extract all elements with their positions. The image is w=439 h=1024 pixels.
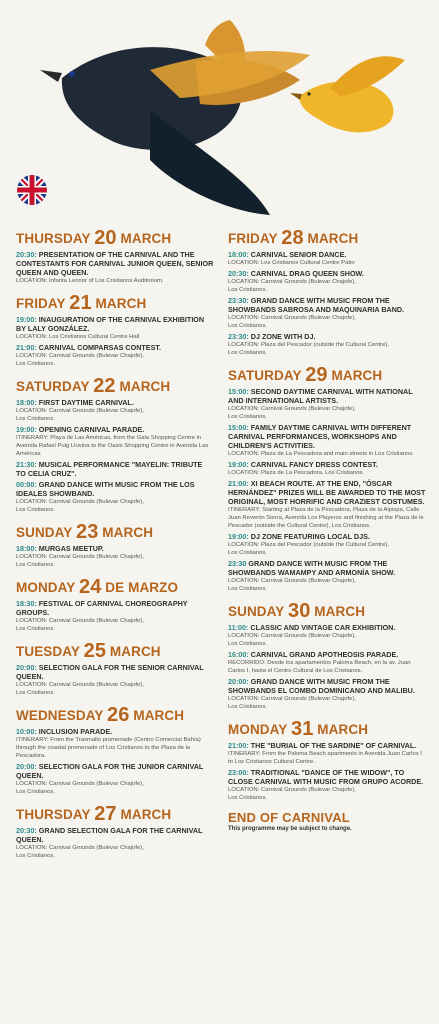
event-line bbox=[228, 423, 428, 450]
event-time: 18:00: bbox=[228, 250, 249, 259]
event-line bbox=[16, 460, 214, 478]
day-month: MARCH bbox=[102, 525, 154, 540]
event-title: MUSICAL PERFORMANCE "MAYELIN: TRIBUTE TO CELIA CRUZ". bbox=[16, 460, 203, 478]
day-month: MARCH bbox=[133, 708, 185, 723]
event-item bbox=[228, 768, 428, 802]
event-detail: LOCATION: Los Cristianos Cultural Centre Patio bbox=[228, 260, 355, 266]
event-title: GRAND DANCE WITH MUSIC FROM THE SHOWBANDS WAMAMPY AND ARMONÍA SHOW. bbox=[228, 559, 396, 577]
event-item bbox=[228, 296, 428, 330]
day-number: 21 bbox=[69, 292, 92, 314]
event-detail: Los Cristianos. bbox=[16, 626, 55, 632]
day-number: 20 bbox=[94, 227, 117, 249]
day-section bbox=[16, 641, 214, 697]
day-weekday: WEDNESDAY bbox=[16, 708, 104, 723]
event-time: 19:00: bbox=[228, 460, 249, 469]
day-heading bbox=[228, 601, 428, 622]
day-section bbox=[16, 376, 214, 514]
event-line bbox=[228, 387, 428, 405]
event-title: OPENING CARNIVAL PARADE. bbox=[38, 425, 145, 434]
event-line bbox=[228, 250, 428, 259]
day-month: MARCH bbox=[331, 368, 383, 383]
event-item bbox=[16, 250, 214, 285]
day-weekday: SUNDAY bbox=[16, 525, 73, 540]
event-detail: LOCATION: Los Cristianos Cultural Centre Hall bbox=[16, 334, 140, 340]
event-detail: Los Cristianos. bbox=[228, 323, 267, 329]
event-title: CARNIVAL COMPARSAS CONTEST. bbox=[38, 343, 161, 352]
event-title: DJ ZONE WITH DJ. bbox=[250, 332, 316, 341]
event-item bbox=[228, 623, 428, 648]
day-heading bbox=[16, 641, 214, 662]
day-weekday: FRIDAY bbox=[228, 231, 278, 246]
hero-illustration bbox=[0, 0, 439, 225]
event-detail: Los Cristianos. bbox=[228, 641, 267, 647]
event-line bbox=[228, 532, 428, 541]
event-detail: LOCATION: Carnival Grounds (Bulevar Chajofe), bbox=[228, 787, 356, 793]
event-time: 23:30: bbox=[228, 296, 249, 305]
event-detail: ITINERARY: Starting at Plaza de la Pescadora, Plaza de la Alpispa, Calle Juan Reverón Sierra, Avenida Los Playeros and finishing at the Plaza de le Pescador (outside the Cultural Centre), Los Cristianos. bbox=[228, 507, 424, 529]
event-detail: LOCATION: Plaza del Pescador (outside the Cultural Centre), bbox=[228, 542, 389, 548]
event-time: 18:30: bbox=[16, 599, 37, 608]
event-title: INCLUSION PARADE. bbox=[38, 727, 113, 736]
event-title: SELECTION GALA FOR THE SENIOR CARNIVAL QUEEN. bbox=[16, 663, 204, 681]
event-time: 20:30: bbox=[16, 826, 37, 835]
event-title: DJ ZONE FEATURING LOCAL DJS. bbox=[250, 532, 370, 541]
day-weekday: FRIDAY bbox=[16, 296, 66, 311]
day-month: MARCH bbox=[109, 644, 161, 659]
event-title: FIRST DAYTIME CARNIVAL. bbox=[38, 398, 134, 407]
day-heading bbox=[16, 522, 214, 543]
event-line bbox=[228, 296, 428, 314]
event-title: MURGAS MEETUP. bbox=[38, 544, 104, 553]
event-line bbox=[16, 250, 214, 277]
event-detail: Los Cristianos. bbox=[228, 287, 267, 293]
day-heading bbox=[228, 719, 428, 740]
event-detail: LOCATION: Carnival Grounds (Bulevar Chajofe), bbox=[16, 845, 144, 851]
event-line bbox=[16, 599, 214, 617]
event-time: 21:00: bbox=[228, 479, 249, 488]
event-detail: ITINERARY: Playa de Las Américas, from the Gala Shopping Centre in Avenida Rafael Puig Lluvina to the Oasis Shopping Centre in Avenida Las Américas bbox=[16, 435, 209, 457]
day-section bbox=[228, 601, 428, 711]
event-detail: Los Cristianos. bbox=[16, 789, 55, 795]
day-heading bbox=[16, 577, 214, 598]
event-time: 15:00: bbox=[228, 387, 249, 396]
event-time: 20:00: bbox=[228, 677, 249, 686]
event-detail: LOCATION: Carnival Grounds (Bulevar Chajofe), bbox=[16, 499, 144, 505]
event-item bbox=[228, 677, 428, 711]
end-of-carnival-title: END OF CARNIVAL bbox=[228, 810, 350, 825]
event-item bbox=[16, 826, 214, 860]
event-item bbox=[228, 332, 428, 357]
event-time: 20:30: bbox=[16, 250, 37, 259]
event-detail: Los Cristianos. bbox=[16, 507, 55, 513]
event-title: FESTIVAL OF CARNIVAL CHOREOGRAPHY GROUPS. bbox=[16, 599, 188, 617]
event-line bbox=[228, 768, 428, 786]
event-detail: Los Cristianos. bbox=[228, 414, 267, 420]
event-time: 10:00: bbox=[16, 727, 37, 736]
event-time: 23:00: bbox=[228, 768, 249, 777]
event-detail: Los Cristianos. bbox=[16, 690, 55, 696]
event-detail: Los Cristianos. bbox=[228, 795, 267, 801]
event-title: CARNIVAL DRAG QUEEN SHOW. bbox=[250, 269, 364, 278]
day-section bbox=[16, 577, 214, 633]
event-line bbox=[16, 343, 214, 352]
event-item bbox=[16, 398, 214, 423]
event-detail: RECORRIDO: Desde los apartamentos Paloma Beach, en la av. Juan Carlos I, hasta el Centro Cultural de Los Cristianos. bbox=[228, 660, 411, 674]
event-detail: ITINERARY: From the Trasmallo promenade (Centro Comercial Bahía) through the coastal promenade of Los Cristianos to the Plaza de la Pescadora. bbox=[16, 737, 201, 759]
event-item bbox=[16, 663, 214, 697]
day-section bbox=[16, 228, 214, 285]
event-item bbox=[228, 423, 428, 458]
day-number: 22 bbox=[93, 375, 116, 397]
event-title: GRAND DANCE WITH MUSIC FROM THE SHOWBANDS EL COMBO DOMINICANO AND MALIBU. bbox=[228, 677, 415, 695]
day-number: 27 bbox=[94, 803, 117, 825]
event-time: 18:00: bbox=[16, 544, 37, 553]
event-time: 21:00: bbox=[228, 741, 249, 750]
day-number: 28 bbox=[281, 227, 304, 249]
event-title: TRADITIONAL "DANCE OF THE WIDOW", TO CLOSE CARNIVAL WITH MUSIC FROM GRUPO ACORDE. bbox=[228, 768, 424, 786]
event-detail: LOCATION: Carnival Grounds (Bulevar Chajofe), bbox=[16, 554, 144, 560]
event-item bbox=[16, 762, 214, 796]
event-detail: LOCATION: Plaza del Pescador (outside the Cultural Centre), bbox=[228, 342, 389, 348]
day-weekday: THURSDAY bbox=[16, 807, 91, 822]
day-weekday: TUESDAY bbox=[16, 644, 80, 659]
event-line bbox=[228, 460, 428, 469]
event-line bbox=[228, 650, 428, 659]
event-title: CARNIVAL SENIOR DANCE. bbox=[250, 250, 347, 259]
event-item bbox=[16, 599, 214, 633]
event-time: 23:30 bbox=[228, 559, 247, 568]
event-detail: LOCATION: Infanta Leonor of Los Cristianos Auditorium. bbox=[16, 278, 164, 284]
event-line bbox=[16, 425, 214, 434]
event-item bbox=[16, 544, 214, 569]
day-section bbox=[16, 804, 214, 860]
day-number: 31 bbox=[290, 718, 314, 740]
event-detail: LOCATION: Carnival Grounds (Bulevar Chajofe), bbox=[228, 315, 356, 321]
event-line bbox=[16, 544, 214, 553]
event-item bbox=[16, 480, 214, 514]
event-title: GRAND DANCE WITH MUSIC FROM THE LOS IDEALES SHOWBAND. bbox=[16, 480, 195, 498]
day-heading bbox=[16, 293, 214, 314]
event-item bbox=[16, 315, 214, 341]
event-title: PRESENTATION OF THE CARNIVAL AND THE CONTESTANTS FOR CARNIVAL JUNIOR QUEEN, SENIOR QUEEN AND QUEEN. bbox=[16, 250, 214, 277]
event-detail: LOCATION: Carnival Grounds (Bulevar Chajofe), bbox=[16, 781, 144, 787]
event-item bbox=[16, 460, 214, 478]
event-detail: LOCATION: Carnival Grounds (Bulevar Chajofe), bbox=[228, 696, 356, 702]
day-weekday: SUNDAY bbox=[228, 604, 285, 619]
event-line bbox=[228, 332, 428, 341]
event-title: CARNIVAL FANCY DRESS CONTEST. bbox=[250, 460, 378, 469]
day-month: DE MARZO bbox=[105, 580, 179, 595]
event-detail: ITINERARY: From the Paloma Beach apartments in Avenida Juan Carlos I to Los Cristianos Cultural Centre. bbox=[228, 751, 422, 765]
day-weekday: SATURDAY bbox=[16, 379, 90, 394]
event-detail: Los Cristianos. bbox=[16, 853, 55, 859]
event-detail: LOCATION: Carnival Grounds (Bulevar Chajofe), bbox=[228, 406, 356, 412]
day-number: 25 bbox=[83, 640, 107, 662]
event-time: 19:00: bbox=[16, 315, 37, 324]
event-title: INAUGURATION OF THE CARNIVAL EXHIBITION BY LALY GONZÁLEZ. bbox=[16, 315, 205, 333]
day-section bbox=[16, 293, 214, 368]
event-detail: LOCATION: Plaza de La Pescadora and main streets in Los Cristianos. bbox=[228, 451, 414, 457]
event-detail: LOCATION: Carnival Grounds (Bulevar Chajofe), bbox=[16, 408, 144, 414]
programme-left-column bbox=[16, 228, 214, 868]
event-title: XI BEACH ROUTE. AT THE END, "ÓSCAR HERNÁNDEZ" PRIZES WILL BE AWARDED TO THE MOST ORIGINAL, MOST HORRIFIC AND CRAZIEST COSTUMES. bbox=[228, 479, 426, 506]
event-item bbox=[228, 250, 428, 267]
event-time: 20:30: bbox=[228, 269, 249, 278]
day-section bbox=[228, 228, 428, 357]
event-title: CLASSIC AND VINTAGE CAR EXHIBITION. bbox=[250, 623, 396, 632]
event-line bbox=[228, 479, 428, 506]
event-detail: Los Cristianos. bbox=[228, 350, 267, 356]
event-item bbox=[228, 479, 428, 530]
event-line bbox=[16, 315, 214, 333]
event-detail: LOCATION: Carnival Grounds (Bulevar Chajofe), bbox=[16, 353, 144, 359]
day-heading bbox=[228, 365, 428, 386]
day-number: 24 bbox=[78, 576, 102, 598]
bird-dark-illustration bbox=[40, 20, 310, 215]
event-time: 23:30: bbox=[228, 332, 249, 341]
event-item bbox=[228, 532, 428, 557]
day-heading bbox=[228, 228, 428, 249]
event-item bbox=[228, 387, 428, 421]
event-time: 16:00: bbox=[228, 650, 249, 659]
event-detail: LOCATION: Carnival Grounds (Bulevar Chajofe), bbox=[16, 682, 144, 688]
event-time: 00:00: bbox=[16, 480, 37, 489]
event-title: CARNIVAL GRAND APOTHEOSIS PARADE. bbox=[250, 650, 399, 659]
event-detail: Los Cristianos. bbox=[16, 361, 55, 367]
event-line bbox=[16, 480, 214, 498]
day-weekday: MONDAY bbox=[16, 580, 76, 595]
event-item bbox=[228, 650, 428, 675]
event-item bbox=[228, 741, 428, 766]
event-time: 18:00: bbox=[16, 398, 37, 407]
day-section bbox=[228, 719, 428, 802]
day-weekday: THURSDAY bbox=[16, 231, 91, 246]
event-time: 20:00: bbox=[16, 762, 37, 771]
event-detail: Los Cristianos. bbox=[16, 416, 55, 422]
event-line bbox=[228, 623, 428, 632]
day-month: MARCH bbox=[314, 604, 366, 619]
event-title: FAMILY DAYTIME CARNIVAL WITH DIFFERENT CARNIVAL PERFORMANCES, WORKSHOPS AND CHILDREN'S ACTIVITIES. bbox=[228, 423, 412, 450]
day-number: 30 bbox=[287, 600, 311, 622]
day-heading bbox=[16, 705, 214, 726]
event-item bbox=[16, 343, 214, 368]
event-line bbox=[16, 727, 214, 736]
event-detail: Los Cristianos. bbox=[228, 550, 267, 556]
event-detail: Los Cristianos. bbox=[16, 562, 55, 568]
day-heading bbox=[16, 804, 214, 825]
day-heading bbox=[16, 376, 214, 397]
event-item bbox=[228, 269, 428, 294]
day-weekday: MONDAY bbox=[228, 722, 288, 737]
day-number: 23 bbox=[75, 521, 99, 543]
event-detail: LOCATION: Carnival Grounds (Bulevar Chajofe), bbox=[228, 279, 356, 285]
event-line bbox=[228, 269, 428, 278]
event-title: SECOND DAYTIME CARNIVAL WITH NATIONAL AND INTERNATIONAL ARTISTS. bbox=[228, 387, 413, 405]
day-month: MARCH bbox=[120, 231, 172, 246]
event-line bbox=[228, 559, 428, 577]
programme-change-note: This programme may be subject to change. bbox=[228, 826, 352, 832]
event-time: 19:00: bbox=[228, 532, 249, 541]
event-time: 21:00: bbox=[16, 343, 37, 352]
day-month: MARCH bbox=[119, 379, 171, 394]
day-month: MARCH bbox=[307, 231, 359, 246]
event-item bbox=[228, 460, 428, 477]
event-detail: LOCATION: Carnival Grounds (Bulevar Chajofe), bbox=[16, 618, 144, 624]
day-month: MARCH bbox=[95, 296, 147, 311]
event-title: GRAND SELECTION GALA FOR THE CARNIVAL QUEEN. bbox=[16, 826, 203, 844]
event-line bbox=[16, 762, 214, 780]
event-line bbox=[16, 663, 214, 681]
event-line bbox=[228, 741, 428, 750]
event-title: SELECTION GALA FOR THE JUNIOR CARNIVAL QUEEN. bbox=[16, 762, 204, 780]
event-time: 21:30: bbox=[16, 460, 37, 469]
day-number: 26 bbox=[107, 704, 130, 726]
event-item bbox=[228, 559, 428, 593]
event-item bbox=[16, 425, 214, 458]
event-item bbox=[16, 727, 214, 760]
day-section bbox=[16, 522, 214, 569]
event-line bbox=[16, 398, 214, 407]
day-heading bbox=[16, 228, 214, 249]
programme-right-column bbox=[228, 228, 428, 832]
event-time: 19:00: bbox=[16, 425, 37, 434]
event-line bbox=[228, 677, 428, 695]
event-detail: Los Cristianos. bbox=[228, 704, 267, 710]
event-detail: LOCATION: Plaza de La Pescadora, Los Cristianos. bbox=[228, 470, 365, 476]
event-title: THE "BURIAL OF THE SARDINE" OF CARNIVAL. bbox=[250, 741, 417, 750]
event-title: GRAND DANCE WITH MUSIC FROM THE SHOWBANDS SABROSA AND MAQUINARIA BAND. bbox=[228, 296, 405, 314]
day-weekday: SATURDAY bbox=[228, 368, 302, 383]
day-month: MARCH bbox=[120, 807, 172, 822]
event-detail: LOCATION: Carnival Grounds (Bulevar Chajofe), bbox=[228, 578, 356, 584]
event-time: 15:00: bbox=[228, 423, 249, 432]
event-detail: LOCATION: Carnival Grounds (Bulevar Chajofe), bbox=[228, 633, 356, 639]
event-detail: Los Cristianos. bbox=[228, 586, 267, 592]
day-section bbox=[228, 365, 428, 593]
day-month: MARCH bbox=[317, 722, 369, 737]
day-section bbox=[16, 705, 214, 796]
uk-flag-icon[interactable] bbox=[16, 174, 48, 206]
event-time: 11:00: bbox=[228, 623, 249, 632]
event-time: 20:00: bbox=[16, 663, 37, 672]
bird-yellow-illustration bbox=[290, 56, 405, 132]
day-number: 29 bbox=[305, 364, 328, 386]
event-line bbox=[16, 826, 214, 844]
